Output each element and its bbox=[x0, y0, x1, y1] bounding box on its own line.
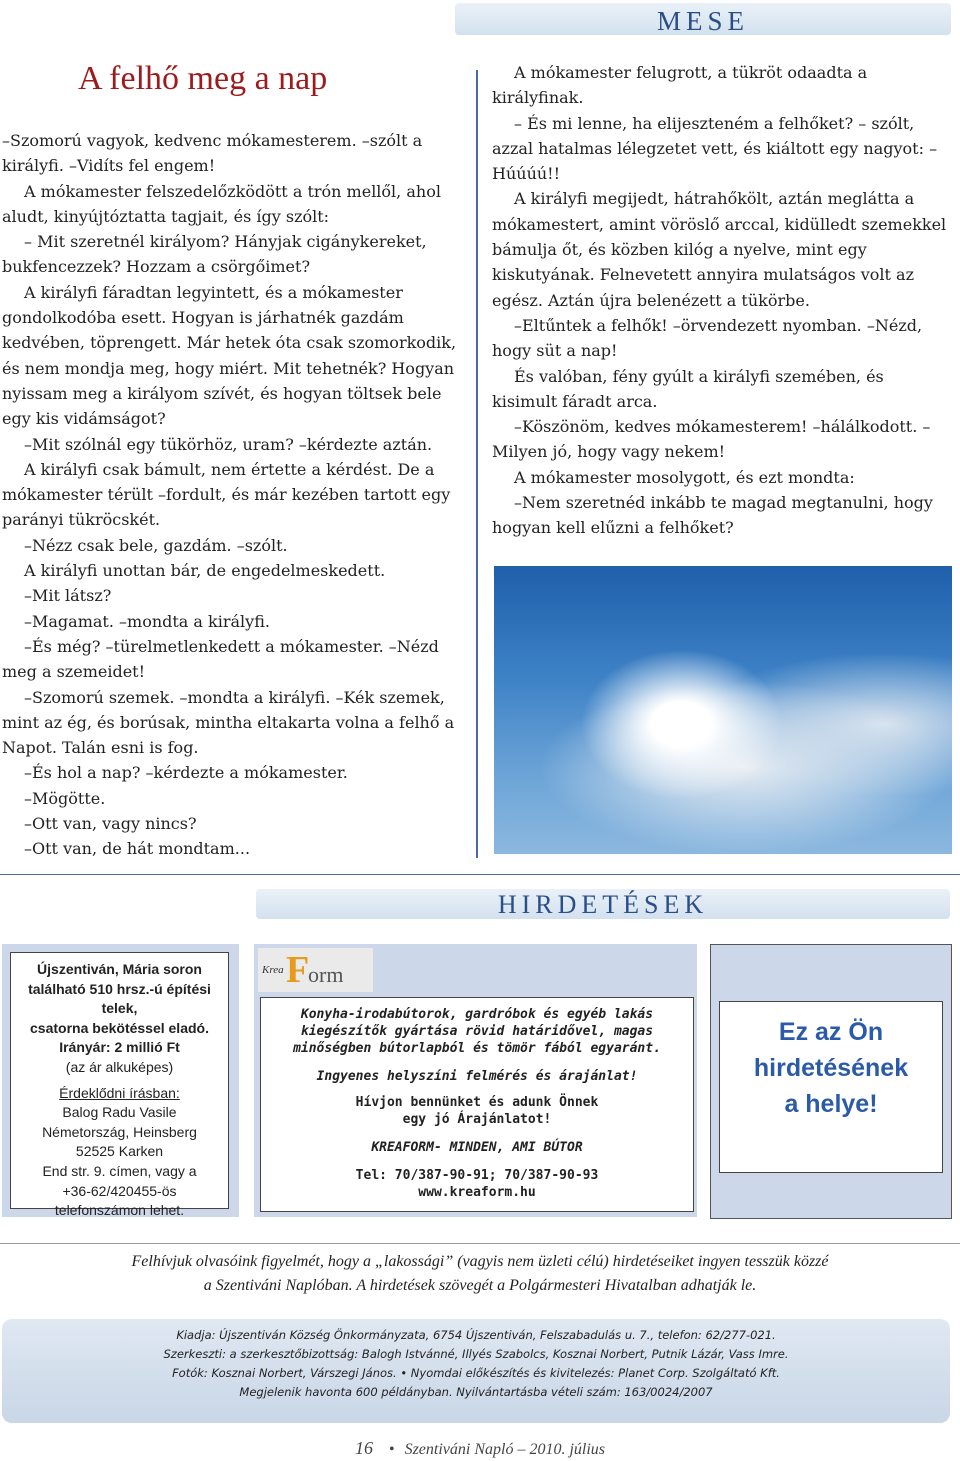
column-divider bbox=[476, 70, 478, 858]
ad-phone: +36-62/420455-ös bbox=[62, 1182, 177, 1199]
ad-call: egy jó Árajánlatot! bbox=[402, 1112, 552, 1127]
ad-line: Ez az Ön bbox=[778, 1018, 884, 1046]
ad-phone-note: telefonszámon lehet. bbox=[54, 1202, 185, 1219]
paragraph: –Szomorú szemek. –mondta a királyfi. –Kék szemek, mint az ég, és borúsak, mintha eltakarta volna a felhő a Napot. Talán esni is fog. bbox=[2, 687, 455, 758]
section-header-band bbox=[455, 3, 951, 35]
ad-kreaform bbox=[254, 944, 697, 1217]
imprint-line: Megjelenik havonta 600 példányban. Nyilvántartásba vételi szám: 163/0024/2007 bbox=[239, 1385, 713, 1399]
imprint-line: Szerkeszti: a szerkesztőbizottság: Balogh Istvánné, Illyés Szabolcs, Kosznai Norbert, Putnik Lázár, Vass Imre. bbox=[163, 1347, 789, 1361]
ads-header-band bbox=[256, 889, 950, 919]
sky-clouds-sun-photo bbox=[494, 566, 952, 854]
ad-line: található 510 hrsz.-ú építési telek, bbox=[28, 980, 211, 1017]
ad-price-note: (az ár alkuképes) bbox=[65, 1058, 174, 1075]
ad-contact-name: Balog Radu Vasile bbox=[62, 1104, 177, 1121]
paragraph: –Nézz csak bele, gazdám. –szólt. bbox=[24, 535, 288, 555]
publication-name: Szentiváni Napló – 2010. július bbox=[404, 1441, 606, 1458]
paragraph: –Mit szólnál egy tükörhöz, uram? –kérdezte aztán. bbox=[24, 434, 433, 454]
page-number: 16 bbox=[354, 1438, 373, 1458]
story-left-column bbox=[2, 128, 460, 862]
paragraph: –Mit látsz? bbox=[24, 586, 112, 606]
ad-address: 52525 Karken bbox=[75, 1143, 164, 1160]
section-title: MESE bbox=[656, 6, 749, 36]
paragraph: –Ott van, de hát mondtam... bbox=[24, 839, 251, 859]
paragraph: A királyfi unottan bár, de engedelmeskedett. bbox=[24, 561, 386, 581]
divider bbox=[0, 1243, 960, 1244]
paragraph: –Szomorú vagyok, kedvenc mókamesterem. –szólt a királyfi. –Vidíts fel engem! bbox=[2, 131, 423, 176]
ad-land-content bbox=[10, 952, 229, 1219]
ad-phone: Tel: 70/387-90-91; 70/387-90-93 bbox=[355, 1168, 599, 1183]
ad-line: Újszentiván, Mária soron bbox=[37, 961, 202, 977]
ad-address: End str. 9. címen, vagy a bbox=[42, 1162, 197, 1179]
paragraph: –Mögötte. bbox=[24, 788, 106, 808]
paragraph: A királyfi csak bámult, nem értette a kérdést. De a mókamester térült –fordult, és már kezében tartott egy parányi tükröcskét. bbox=[2, 459, 451, 530]
paragraph: –Köszönöm, kedves mókamesterem! –hálálkodott. – Milyen jó, hogy vagy nekem! bbox=[492, 417, 931, 462]
story-title: A felhő meg a nap bbox=[78, 60, 328, 97]
ad-line: csatorna bekötéssel eladó. bbox=[30, 1019, 209, 1036]
ads-notice bbox=[40, 1250, 920, 1298]
story-right-column bbox=[492, 60, 952, 541]
ad-website: www.kreaform.hu bbox=[418, 1185, 536, 1200]
ad-kreaform-content bbox=[260, 997, 694, 1212]
ad-your-ad-here bbox=[710, 944, 952, 1219]
paragraph: A mókamester mosolygott, és ezt mondta: bbox=[514, 467, 855, 487]
ad-land-for-sale bbox=[2, 944, 239, 1217]
ad-slogan: KREAFORM- MINDEN, AMI BÚTOR bbox=[371, 1140, 583, 1155]
ad-price: Irányár: 2 millió Ft bbox=[59, 1039, 180, 1056]
ad-contact-label: Érdeklődni írásban: bbox=[59, 1084, 180, 1101]
section-divider bbox=[0, 874, 960, 875]
ad-call: Hívjon bennünket és adunk Önnek bbox=[355, 1095, 599, 1110]
paragraph: A királyfi fáradtan legyintett, és a mókamester gondolkodóba esett. Hogyan is járhatnék gazdám kedvében, töprengett. Már hetek óta csak szomorkodik, és nem mondja meg, hogy miért. Mit tehetnék? Hogyan nyissam meg a királyom szívét, és hogyan töltsek bele egy kis vidámságot? bbox=[2, 282, 457, 429]
ad-address: Németország, Heinsberg bbox=[42, 1123, 197, 1140]
ad-placeholder-content bbox=[719, 1001, 943, 1173]
paragraph: –Ott van, vagy nincs? bbox=[24, 814, 197, 834]
paragraph: –Eltűntek a felhők! –örvendezett nyomban. –Nézd, hogy süt a nap! bbox=[492, 315, 923, 361]
footer-bullet: • bbox=[388, 1441, 395, 1458]
imprint-line: Fotók: Kosznai Norbert, Várszegi János. • Nyomdai előkészítés és kivitelezés: Planet Corp. Szolgáltató Kft. bbox=[172, 1366, 780, 1380]
paragraph: –És hol a nap? –kérdezte a mókamester. bbox=[24, 763, 348, 783]
paragraph: –Nem szeretnéd inkább te magad megtanulni, hogy hogyan kell elűzni a felhőket? bbox=[492, 493, 933, 538]
notice-line: Felhívjuk olvasóink figyelmét, hogy a „lakossági” (vagyis nem üzleti célú) hirdetéseiket ingyen tesszük közzé bbox=[131, 1253, 829, 1270]
paragraph: A mókamester felszedelőzködött a trón mellől, ahol aludt, kinyújtóztatta tagjait, és így szólt: bbox=[2, 181, 441, 226]
paragraph: – Mit szeretnél királyom? Hányjak cigánykereket, bukfencezzek? Hozzam a csörgőimet? bbox=[2, 232, 427, 277]
ad-description: Konyha-irodabútorok, gardróbok és egyéb lakás kiegészítők gyártása rövid határidővel, magas minőségben bútorlapból és tömör fából egyaránt. bbox=[293, 1007, 661, 1056]
paragraph: – És mi lenne, ha elijeszteném a felhőket? – szólt, azzal hatalmas lélegzetet vett, és kiáltott egy nagyot: – Húúúú!! bbox=[492, 113, 938, 184]
ads-title: HIRDETÉSEK bbox=[497, 890, 709, 919]
page-footer bbox=[0, 1438, 960, 1459]
paragraph: A mókamester felugrott, a tükröt odaadta a királyfinak. bbox=[492, 63, 868, 108]
imprint-line: Kiadja: Újszentiván Község Önkormányzata, 6754 Újszentiván, Felszabadulás u. 7., telefon: 62/277-021. bbox=[176, 1328, 776, 1342]
paragraph: –Magamat. –mondta a királyfi. bbox=[24, 611, 270, 631]
paragraph: És valóban, fény gyúlt a királyfi szemében, és kisimult fáradt arca. bbox=[492, 366, 884, 411]
kreaform-logo: Krea F orm bbox=[258, 948, 373, 992]
paragraph: A királyfi megijedt, hátrahőkölt, aztán meglátta a mókamestert, amint vöröslő arccal, kidülledt szemekkel bámulja őt, és közben kilóg a nyelve, mint egy kiskutyának. Felnevetett annyira mulatságos volt az egész. Aztán újra belenézett a tükörbe. bbox=[492, 189, 947, 310]
paragraph: –És még? –türelmetlenkedett a mókamester. –Nézd meg a szemeidet! bbox=[2, 636, 439, 682]
ad-offer: Ingyenes helyszíni felmérés és árajánlat! bbox=[316, 1069, 638, 1084]
ad-line: a helye! bbox=[784, 1090, 878, 1118]
ad-line: hirdetésének bbox=[753, 1054, 909, 1082]
notice-line: a Szentiváni Naplóban. A hirdetések szövegét a Polgármesteri Hivatalban adhatják le. bbox=[203, 1277, 757, 1294]
imprint-box bbox=[2, 1319, 950, 1423]
